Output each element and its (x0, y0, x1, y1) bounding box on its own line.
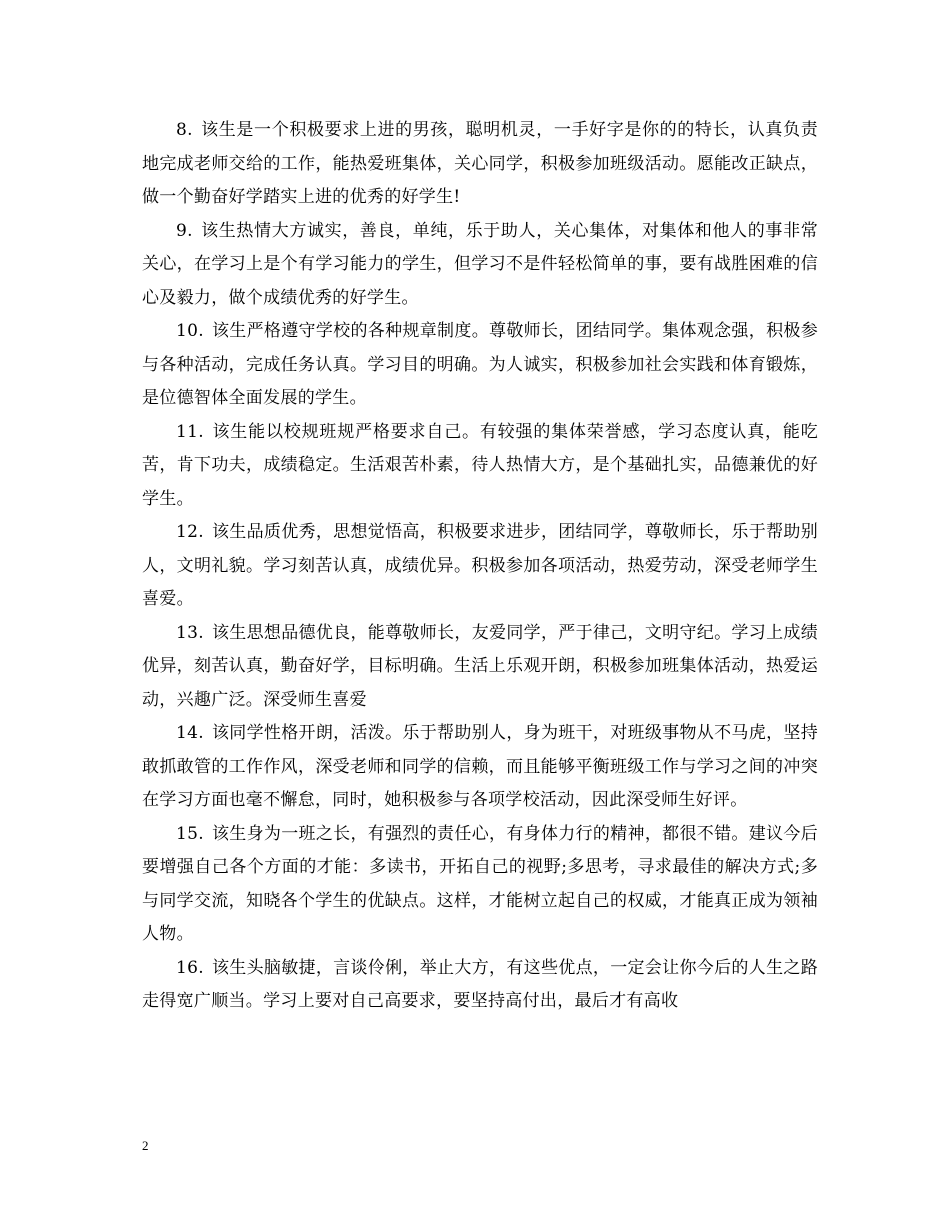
paragraph-text: 该同学性格开朗，活泼。乐于帮助别人，身为班干，对班级事物从不马虎，坚持敢抓敢管的工作作风，深受老师和同学的信赖，而且能够平衡班级工作与学习之间的冲突在学习方面也毫不懈怠，同时，她积极参与各项学校活动，因此深受师生好评。 (142, 723, 818, 810)
paragraph-text: 该生热情大方诚实，善良，单纯，乐于助人，关心集体，对集体和他人的事非常关心，在学习上是个有学习能力的学生，但学习不是件轻松简单的事，要有战胜困难的信心及毅力，做个成绩优秀的好学生。 (142, 220, 818, 308)
paragraph-number: 9. (176, 220, 193, 241)
paragraph-10 (142, 315, 818, 416)
paragraph-number: 14. (176, 723, 204, 743)
paragraph-9 (142, 215, 818, 316)
document-body (142, 114, 818, 1019)
paragraph-number: 12. (176, 522, 204, 542)
paragraph-text: 该生身为一班之长，有强烈的责任心，有身体力行的精神，都很不错。建议今后要增强自己各个方面的才能：多读书，开拓自己的视野;多思考，寻求最佳的解决方式;多与同学交流，知晓各个学生的优缺点。这样，才能树立起自己的权威，才能真正成为领袖人物。 (142, 823, 818, 944)
paragraph-14 (142, 717, 818, 818)
paragraph-11 (142, 416, 818, 517)
paragraph-12 (142, 516, 818, 617)
paragraph-number: 11. (176, 421, 204, 442)
paragraph-16 (142, 952, 818, 1019)
paragraph-number: 15. (176, 823, 204, 844)
paragraph-text: 该生严格遵守学校的各种规章制度。尊敬师长，团结同学。集体观念强，积极参与各种活动，完成任务认真。学习目的明确。为人诚实，积极参加社会实践和体育锻炼，是位德智体全面发展的学生。 (142, 321, 818, 408)
paragraph-8 (142, 114, 818, 215)
paragraph-text: 该生头脑敏捷，言谈伶俐，举止大方，有这些优点，一定会让你今后的人生之路走得宽广顺当。学习上要对自己高要求，要坚持高付出，最后才有高收 (142, 957, 818, 1011)
page-number: 2 (142, 1138, 149, 1153)
paragraph-number: 16. (176, 957, 204, 978)
paragraph-text: 该生品质优秀，思想觉悟高，积极要求进步，团结同学，尊敬师长，乐于帮助别人，文明礼貌。学习刻苦认真，成绩优异。积极参加各项活动，热爱劳动，深受老师学生喜爱。 (142, 522, 818, 609)
paragraph-number: 8. (176, 120, 193, 140)
paragraph-text: 该生能以校规班规严格要求自己。有较强的集体荣誉感，学习态度认真，能吃苦，肯下功夫，成绩稳定。生活艰苦朴素，待人热情大方，是个基础扎实，品德兼优的好学生。 (142, 421, 818, 509)
paragraph-13 (142, 617, 818, 718)
paragraph-15 (142, 818, 818, 952)
paragraph-text: 该生是一个积极要求上进的男孩，聪明机灵，一手好字是你的的特长，认真负责地完成老师交给的工作，能热爱班集体，关心同学，积极参加班级活动。愿能改正缺点，做一个勤奋好学踏实上进的优秀的好学生! (142, 120, 818, 207)
paragraph-number: 10. (176, 321, 204, 341)
paragraph-text: 该生思想品德优良，能尊敬师长，友爱同学，严于律己，文明守纪。学习上成绩优异，刻苦认真，勤奋好学，目标明确。生活上乐观开朗，积极参加班集体活动，热爱运动，兴趣广泛。深受师生喜爱 (142, 622, 818, 710)
paragraph-number: 13. (176, 622, 204, 643)
